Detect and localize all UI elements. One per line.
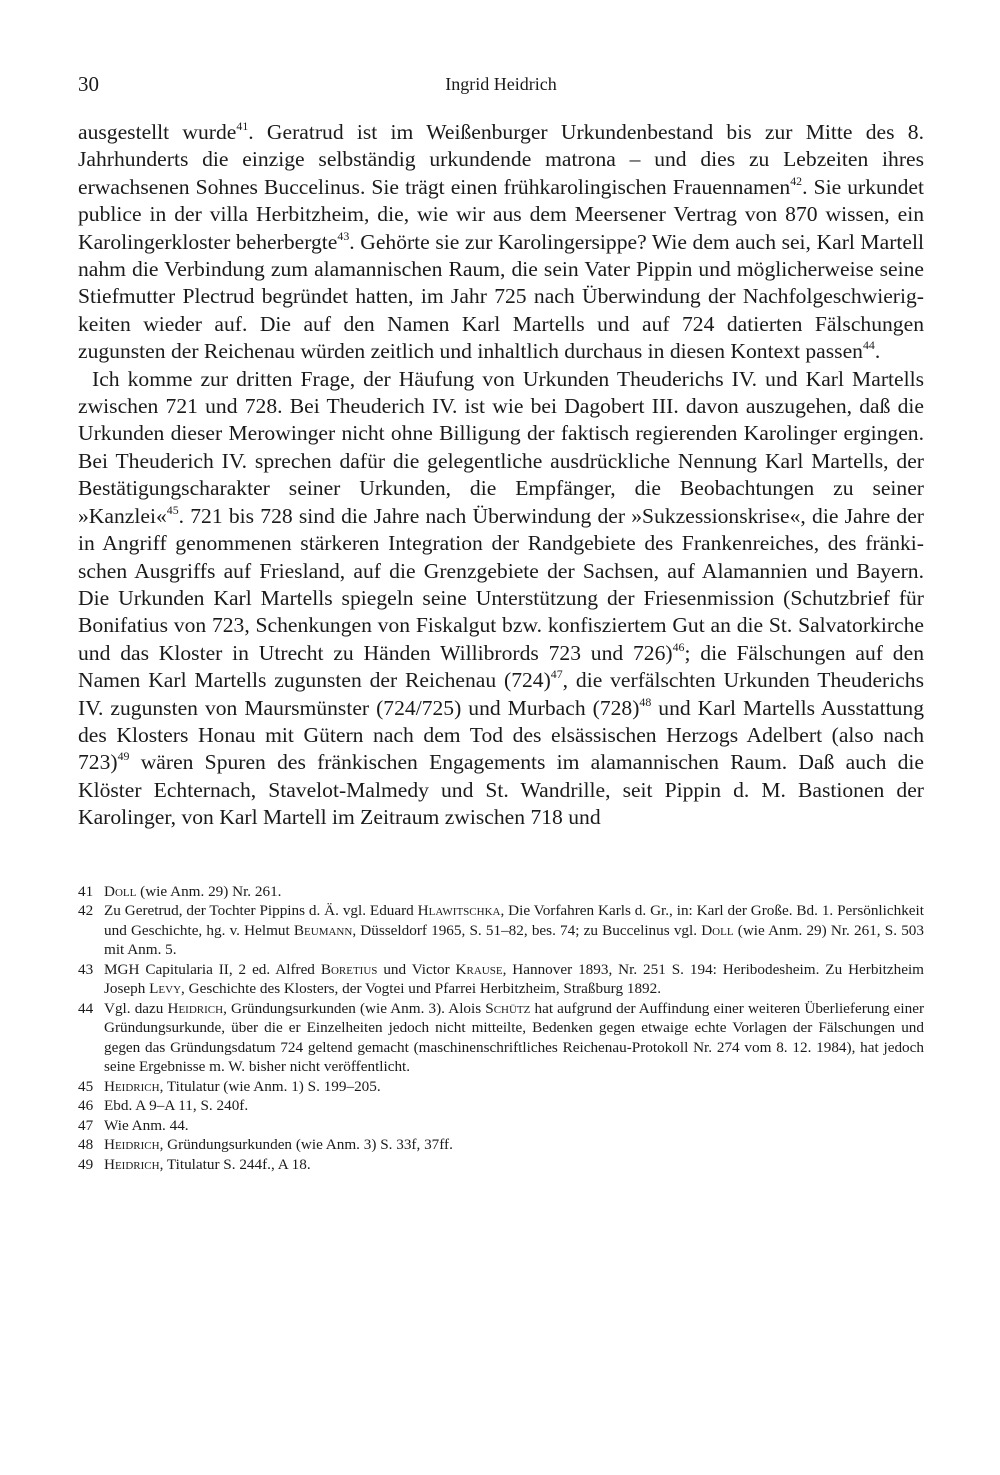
author-name: Doll — [701, 921, 734, 939]
footnote-number: 48 — [78, 1136, 94, 1154]
footnote-text — [104, 960, 924, 999]
footnote-number: 42 — [78, 902, 94, 920]
text-run: , Titulatur (wie Anm. 1) S. 199–205. — [159, 1077, 381, 1095]
running-head — [78, 72, 924, 102]
footnote-ref-42[interactable]: 42 — [790, 173, 803, 188]
text-run: (wie Anm. 29) Nr. 261. — [136, 882, 282, 900]
author-name: Boretius — [320, 960, 378, 978]
footnotes — [78, 882, 924, 1175]
author-name: Heidrich — [104, 1155, 160, 1173]
footnote-number: 47 — [78, 1116, 94, 1134]
footnote-ref-49[interactable]: 49 — [117, 749, 130, 764]
text-run: , Titulatur S. 244f., A 18. — [159, 1155, 311, 1173]
text-run: , Gründungsurkunden (wie Anm. 3). Alois — [223, 999, 486, 1017]
footnote-ref-47[interactable]: 47 — [550, 667, 563, 682]
footnote-text — [104, 901, 924, 960]
text-run: , die verfälschten Urkunden Theuderichs IV. zugunsten von Maursmünster (724/725) und Murbach (728) — [78, 668, 925, 720]
footnote-ref-45[interactable]: 45 — [166, 502, 179, 517]
text-run: . Sie urkundet publice in der villa Herbitzheim, die, wie wir aus dem Meersener Vertrag von 870 wissen, ein Karolingerkloster beherbergte — [78, 174, 924, 254]
text-run: . Geratrud ist im Weißenburger Urkundenbestand bis zur Mitte des 8. Jahrhunderts die einzige selbständig urkundende matrona – und dies zu Lebzeiten ihres erwachsenen Sohnes Buccelinus. Sie trägt einen frühkarolingischen Frauennamen — [78, 120, 924, 199]
footnote-number: 41 — [78, 882, 94, 900]
text-run: und Karl Martells Ausstattung des Klosters Honau mit Gütern nach dem Tod des elsässischen Herzogs Adelbert (also nach 723) — [78, 695, 925, 775]
footnote-ref-48[interactable]: 48 — [639, 694, 652, 709]
footnote-41 — [78, 882, 924, 902]
footnote-text: Wie Anm. 44. — [104, 1116, 189, 1134]
author-name: Doll — [104, 882, 137, 900]
paragraph-1 — [78, 119, 924, 366]
text-run: Zu Geretrud, der Tochter Pippins d. Ä. vgl. Eduard — [104, 902, 418, 920]
text-run: hat aufgrund der Auffindung einer weiteren Überlieferung einer Gründungsurkunde, über die er Einzelheiten jedoch nicht mitteilte, Bedenken gegen etwaige echte Vorlagen der Fälschungen und gegen das Gründungsdatum 724 geltend gemacht (maschinenschriftliches Reichenau-Protokoll Nr. 274 vom 8. 12. 1984), hat jedoch seine Ergebnisse m. W. bisher nicht veröffentlicht. — [104, 999, 925, 1076]
footnote-number: 49 — [78, 1155, 94, 1173]
text-run: , Düsseldorf 1965, S. 51–82, bes. 74; zu Buccelinus vgl. — [352, 921, 702, 939]
footnote-text — [104, 882, 924, 902]
page — [78, 72, 924, 1174]
footnote-number: 45 — [78, 1077, 94, 1095]
footnote-44 — [78, 999, 924, 1077]
text-run: Vgl. dazu — [104, 999, 168, 1017]
footnote-text — [104, 999, 924, 1077]
text-run: MGH Capitularia II, 2 ed. Alfred — [104, 960, 321, 978]
text-run: (wie Anm. 29) Nr. 261, S. 503 mit Anm. 5. — [104, 921, 924, 959]
text-run: . Gehörte sie zur Karolingersippe? Wie dem auch sei, Karl Martell nahm die Verbindung zum alamannischen Raum, die sein Vater Pippin und möglicherweise seine Stiefmutter Plectrud begründet hatten, im Jahr 725 nach Überwindung der Nachfolgeschwierigkeiten wieder auf. Die auf den Namen Karl Martells und auf 724 datierten Fälschungen zugunsten der Reichenau würden zeitlich und inhaltlich durchaus in diesen Kontext passen — [78, 229, 924, 364]
text-run: , Die Vorfahren Karls d. Gr., in: Karl der Große. Bd. 1. Persönlichkeit und Geschichte, hg. v. Helmut — [104, 902, 924, 939]
footnote-ref-43[interactable]: 43 — [337, 228, 350, 243]
footnote-45 — [78, 1077, 924, 1097]
paragraph-2 — [78, 366, 924, 832]
footnote-ref-44[interactable]: 44 — [862, 338, 875, 353]
text-run: . 721 bis 728 sind die Jahre nach Überwindung der »Sukzessionskrise«, die Jahre der in Angriff genommenen stärkeren Integration der Randgebiete des Frankenreiches, des fränkischen Ausgriffs auf Friesland, auf die Grenzgebiete der Sachsen, auf Alamannien und Bayern. Die Urkunden Karl Martells spiegeln seine Unterstützung der Friesenmission (Schutzbrief für Bonifatius von 723, Schenkungen von Fiskalgut bzw. konfisziertem Gut an die St. Salvatorkirche und das Kloster in Utrecht zu Händen Willibrords 723 und 726) — [78, 503, 924, 665]
footnote-ref-46[interactable]: 46 — [672, 639, 685, 654]
running-title: Ingrid Heidrich — [445, 74, 557, 94]
author-name: Krause — [455, 960, 503, 978]
footnote-text — [104, 1135, 924, 1155]
footnote-43 — [78, 960, 924, 999]
author-name: Hlawitschka — [417, 902, 501, 920]
body-text — [78, 119, 924, 832]
footnote-ref-41[interactable]: 41 — [236, 119, 249, 134]
text-run: , Geschichte des Klosters, der Vogtei und Pfarrei Herbitzheim, Straßburg 1892. — [181, 980, 662, 998]
text-run: ausgestellt wurde — [78, 120, 237, 144]
footnote-48 — [78, 1135, 924, 1155]
author-name: Beumann — [293, 921, 353, 939]
footnote-text — [104, 1155, 924, 1175]
footnote-text — [104, 1077, 924, 1097]
text-run: und Victor — [377, 960, 456, 978]
author-name: Heidrich — [167, 999, 224, 1017]
footnote-46 — [78, 1096, 924, 1116]
text-run: wären Spuren des fränkischen Engagements im alamannischen Raum. Daß auch die Klöster Echternach, Stavelot-Malmedy und St. Wandrille, seit Pippin d. M. Bastionen der Karolinger, von Karl Martell im Zeitraum zwischen 718 und — [78, 750, 924, 830]
author-name: Heidrich — [104, 1077, 160, 1095]
page-number: 30 — [78, 72, 99, 96]
author-name: Levy — [149, 980, 182, 998]
footnote-49 — [78, 1155, 924, 1175]
footnote-number: 44 — [78, 999, 94, 1017]
author-name: Schütz — [485, 999, 531, 1017]
footnote-text: Ebd. A 9–A 11, S. 240f. — [104, 1097, 249, 1115]
author-name: Heidrich — [104, 1136, 160, 1154]
text-run: . — [874, 339, 881, 364]
text-run: , Hannover 1893, Nr. 251 S. 194: Heribodesheim. Zu Herbitzheim Joseph — [104, 960, 924, 998]
footnote-number: 46 — [78, 1097, 94, 1115]
footnote-47 — [78, 1116, 924, 1136]
footnote-number: 43 — [78, 960, 94, 978]
text-run: , Gründungsurkunden (wie Anm. 3) S. 33f, 37ff. — [159, 1136, 453, 1154]
text-run: Ich komme zur dritten Frage, der Häufung von Urkunden Theuderichs IV. und Karl Martells zwischen 721 und 728. Bei Theuderich IV. ist wie bei Dagobert III. davon auszugehen, daß die Urkunden dieser Merowinger nicht ohne Billigung der faktisch regierenden Karolinger ergingen. Bei Theuderich IV. sprechen dafür die gelegentliche ausdrückliche Nennung Karl Martells, der Bestätigungscharakter seiner Urkunden, die Empfänger, die Beobachtungen zu seiner »Kanzlei« — [78, 366, 924, 528]
text-run: ; die Fälschungen auf den Namen Karl Martells zugunsten der Reichenau (724) — [78, 640, 924, 693]
footnote-42 — [78, 901, 924, 960]
